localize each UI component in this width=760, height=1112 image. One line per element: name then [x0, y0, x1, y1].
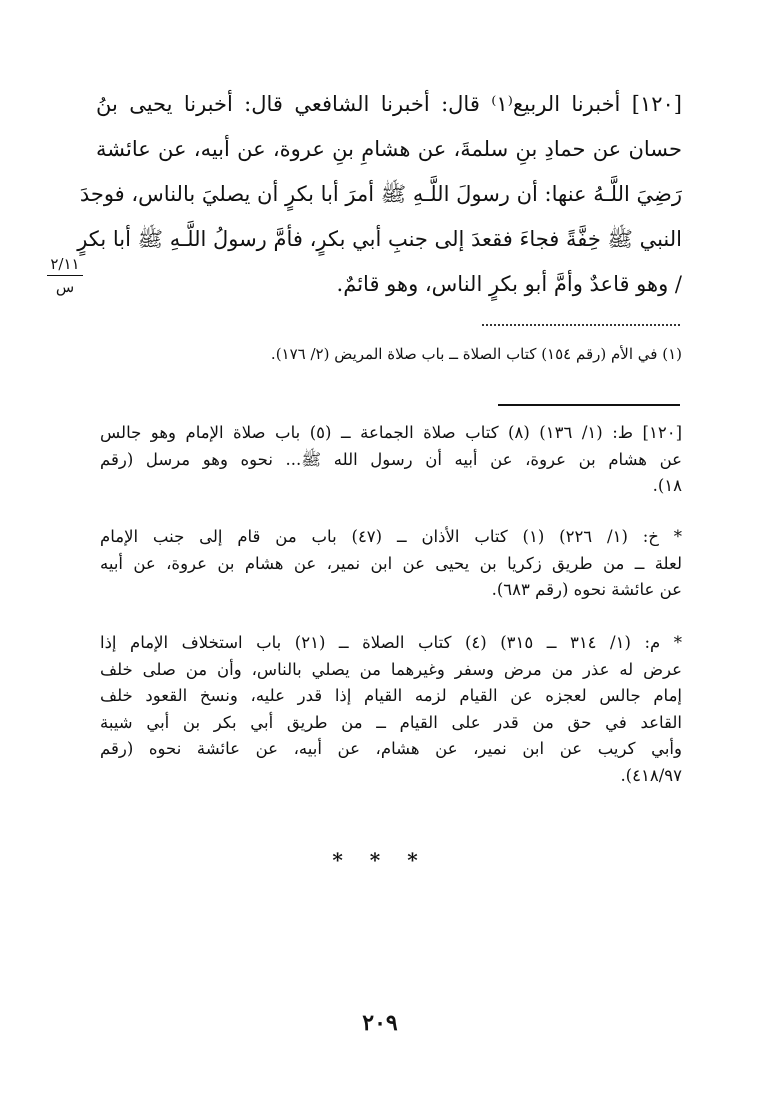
section-end-stars: * * *	[332, 848, 428, 872]
commentary-line: ١٨).	[652, 476, 682, 495]
commentary-line: * خ: (١/ ٢٢٦) (١) كتاب الأذان ــ (٤٧) باب من قام إلى جنب الإمام	[100, 527, 682, 546]
main-text-line: حسان عن حمادِ بنِ سلمةَ، عن هشامِ بنِ عروة، عن أبيه، عن عائشة	[96, 137, 682, 161]
commentary-block-bukhari	[100, 524, 682, 604]
main-text-line: / وهو قاعدٌ وأمَّ أبو بكرٍ الناس، وهو قائمٌ.	[336, 272, 682, 296]
commentary-line: وأبي كريب عن ابن نمير، عن هشام، عن أبيه، عن عائشة نحوه (رقم	[100, 739, 682, 758]
footnote: (١) في الأم (رقم ١٥٤) كتاب الصلاة ــ باب صلاة المريض (٢/ ١٧٦).	[270, 345, 682, 363]
commentary-block-muslim	[100, 630, 682, 789]
commentary-line: [١٢٠] ط: (١/ ١٣٦) (٨) كتاب صلاة الجماعة ــ (٥) باب صلاة الإمام وهو جالس	[100, 423, 683, 442]
commentary-line: إمام جالس لعجزه عن القيام لزمه القيام إذا قدر عليه، ونسخ القعود خلف	[100, 686, 682, 705]
main-text-line: النبي ﷺ خِفَّةً فجاءَ فقعدَ إلى جنبِ أبي بكرٍ، فأمَّ رسولُ اللَّـهِ ﷺ أبا بكرٍ	[77, 227, 682, 251]
footnote-separator	[482, 316, 680, 326]
commentary-line: عرض له عذر من مرض وسفر وغيرهما من يصلي بالناس، وأن من صلى خلف	[100, 659, 682, 679]
commentary-line: القاعد في حق من قدر على القيام ــ من طريق أبي بكر بن أبي شيبة	[100, 712, 682, 732]
main-text-line: رَضِيَ اللَّـهُ عنها: أن رسولَ اللَّـهِ ﷺ أمرَ أبا بكرٍ أن يصليَ بالناس، فوجدَ	[79, 182, 682, 206]
page-number: ٢٠٩	[362, 1010, 398, 1036]
commentary-line: عن هشام بن عروة، عن أبيه أن رسول الله ﷺ... نحوه وهو مرسل (رقم	[100, 449, 682, 469]
main-text-line: [١٢٠] أخبرنا الربيع⁽١⁾ قال: أخبرنا الشافعي قال: أخبرنا يحيى بنُ	[96, 92, 682, 116]
commentary-line: * م: (١/ ٣١٤ ــ ٣١٥) (٤) كتاب الصلاة ــ (٢١) باب استخلاف الإمام إذا	[100, 633, 682, 652]
commentary-block-muwatta	[100, 420, 682, 500]
commentary-line: ٤١٨/٩٧).	[620, 765, 682, 785]
manuscript-siglum: س	[55, 278, 75, 296]
commentary-line: لعلة ــ من طريق زكريا بن يحيى عن ابن نمير، عن هشام بن عروة، عن أبيه	[100, 553, 682, 573]
folio-number: ٢/١١	[50, 255, 80, 273]
commentary-line: عن عائشة نحوه (رقم ٦٨٣).	[491, 580, 682, 599]
hadith-main-text	[77, 82, 682, 307]
commentary-separator	[498, 404, 680, 406]
manuscript-folio-note	[40, 255, 90, 296]
